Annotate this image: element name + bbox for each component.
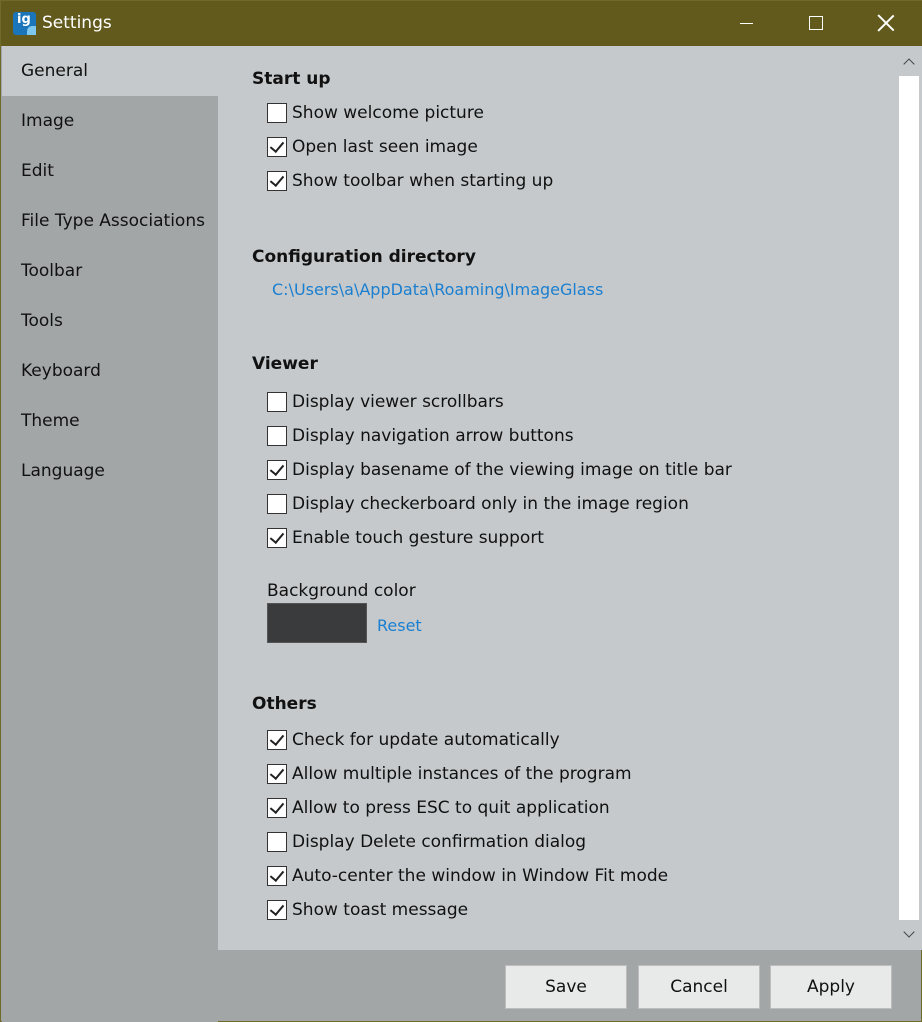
checkbox-label: Show toolbar when starting up <box>292 171 554 191</box>
imageglass-icon <box>13 12 36 35</box>
settings-sidebar <box>2 46 218 1022</box>
maximize-button[interactable] <box>781 1 851 46</box>
sidebar-item-toolbar[interactable]: Toolbar <box>21 261 83 281</box>
checkbox-box[interactable] <box>267 137 287 157</box>
checkbox-label: Auto-center the window in Window Fit mode <box>292 866 669 886</box>
checkbox-box[interactable] <box>267 900 287 920</box>
checkbox-box[interactable] <box>267 392 287 412</box>
sidebar-item-tools[interactable]: Tools <box>21 311 63 331</box>
scroll-down-icon[interactable] <box>896 920 922 950</box>
checkbox-box[interactable] <box>267 494 287 514</box>
checkbox-label: Show toast message <box>292 900 469 920</box>
checkbox-label: Open last seen image <box>292 137 478 157</box>
checkbox-box[interactable] <box>267 460 287 480</box>
checkbox-label: Display Delete confirmation dialog <box>292 832 587 852</box>
vertical-scrollbar[interactable] <box>896 46 922 950</box>
maximize-icon <box>809 16 823 30</box>
others-heading: Others <box>252 694 317 714</box>
checkbox-box[interactable] <box>267 426 287 446</box>
checkbox-label: Enable touch gesture support <box>292 528 544 548</box>
close-icon <box>877 14 895 32</box>
checkbox-box[interactable] <box>267 866 287 886</box>
checkbox-box[interactable] <box>267 171 287 191</box>
checkbox-label: Show welcome picture <box>292 103 484 123</box>
checkbox-label: Display checkerboard only in the image region <box>292 494 689 514</box>
close-button[interactable] <box>851 1 921 46</box>
sidebar-item-general[interactable]: General <box>2 46 218 96</box>
apply-button[interactable]: Apply <box>770 965 892 1009</box>
minimize-button[interactable] <box>711 1 781 46</box>
window-title: Settings <box>42 13 112 33</box>
save-button[interactable]: Save <box>505 965 627 1009</box>
viewer-heading: Viewer <box>252 354 318 374</box>
scroll-thumb[interactable] <box>899 76 919 920</box>
checkbox-box[interactable] <box>267 832 287 852</box>
checkbox-label: Display navigation arrow buttons <box>292 426 574 446</box>
scroll-up-icon[interactable] <box>896 46 922 76</box>
background-color-label: Background color <box>267 581 416 601</box>
checkbox-label: Display viewer scrollbars <box>292 392 504 412</box>
checkbox-box[interactable] <box>267 103 287 123</box>
startup-heading: Start up <box>252 69 331 89</box>
sidebar-item-edit[interactable]: Edit <box>21 161 54 181</box>
cancel-button[interactable]: Cancel <box>638 965 760 1009</box>
config-dir-heading: Configuration directory <box>252 247 476 267</box>
checkbox-box[interactable] <box>267 528 287 548</box>
minimize-icon <box>740 23 753 24</box>
settings-content <box>218 46 896 950</box>
checkbox-box[interactable] <box>267 764 287 784</box>
checkbox-label: Display basename of the viewing image on title bar <box>292 460 732 480</box>
sidebar-item-language[interactable]: Language <box>21 461 105 481</box>
config-dir-link[interactable]: C:\Users\a\AppData\Roaming\ImageGlass <box>272 280 604 299</box>
checkbox-box[interactable] <box>267 798 287 818</box>
reset-color-link[interactable]: Reset <box>377 616 422 635</box>
checkbox-label: Allow multiple instances of the program <box>292 764 632 784</box>
sidebar-item-file-type-associations[interactable]: File Type Associations <box>21 211 205 231</box>
checkbox-label: Check for update automatically <box>292 730 560 750</box>
checkbox-box[interactable] <box>267 730 287 750</box>
sidebar-item-image[interactable]: Image <box>21 111 75 131</box>
sidebar-item-theme[interactable]: Theme <box>21 411 80 431</box>
sidebar-item-keyboard[interactable]: Keyboard <box>21 361 101 381</box>
checkbox-label: Allow to press ESC to quit application <box>292 798 610 818</box>
background-color-swatch[interactable] <box>267 603 367 643</box>
title-bar[interactable] <box>1 1 922 46</box>
